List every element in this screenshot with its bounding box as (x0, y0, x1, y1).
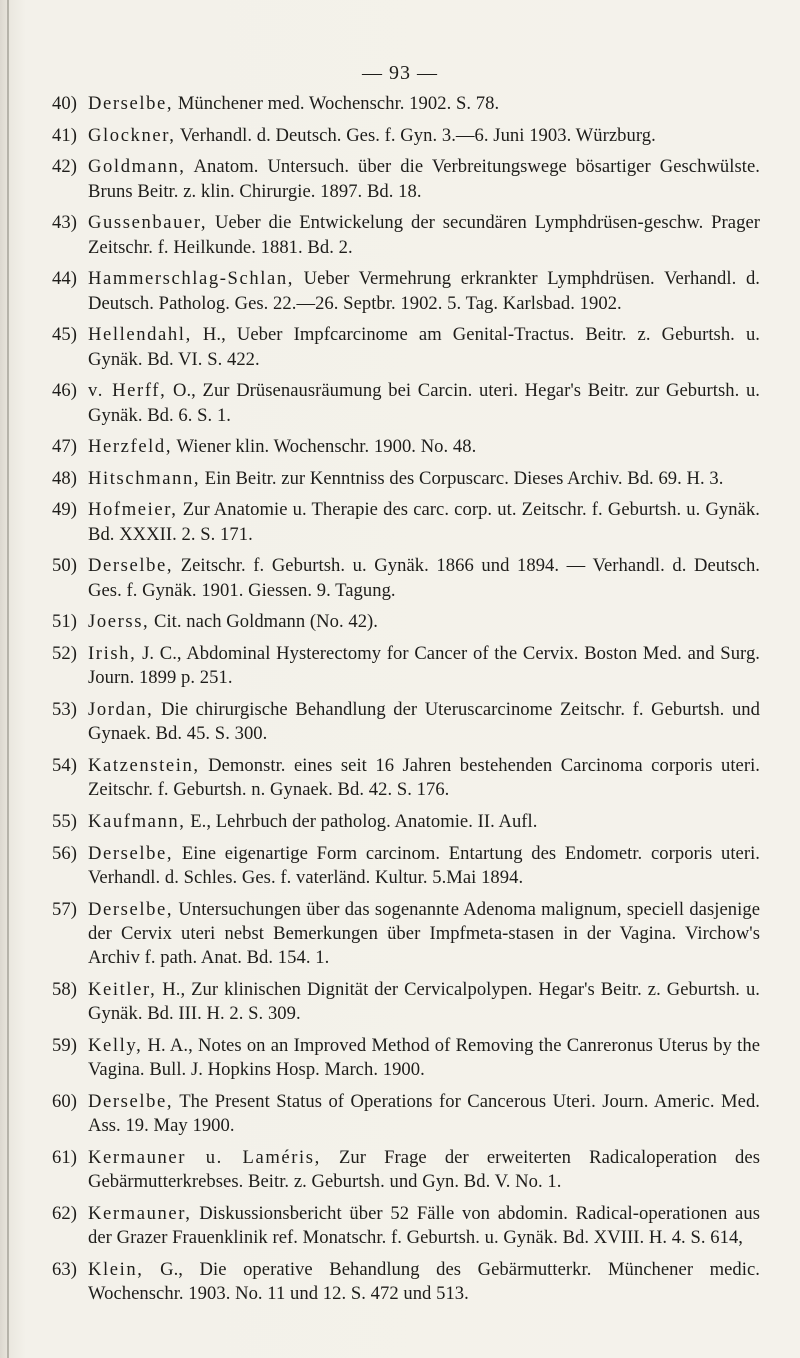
reference-entry (52, 379, 760, 428)
reference-citation: Ein Beitr. zur Kenntniss des Corpuscarc. Dieses Archiv. Bd. 69. H. 3. (200, 467, 724, 489)
reference-citation: Zur Anatomie u. Therapie des carc. corp. ut. Zeitschr. f. Geburtsh. u. Gynäk. Bd. XXXII. 2. S. 171. (88, 499, 760, 545)
reference-number: 55) (52, 810, 77, 832)
reference-citation: Wiener klin. Wochenschr. 1900. No. 48. (172, 436, 477, 458)
reference-number: 50) (52, 555, 77, 577)
reference-author: v. Herff, (88, 380, 167, 402)
reference-number: 44) (52, 268, 77, 290)
reference-number: 53) (52, 698, 77, 720)
reference-author: Kelly, (88, 1034, 143, 1056)
reference-author: Glockner, (88, 124, 176, 146)
reference-entry (52, 610, 760, 634)
reference-author: Derselbe, (88, 93, 174, 114)
reference-number: 54) (52, 754, 77, 776)
reference-entry (52, 435, 760, 459)
reference-citation: The Present Status of Operations for Cancerous Uteri. Journ. Americ. Med. Ass. 19. May 1900. (88, 1090, 760, 1137)
reference-number: 40) (52, 93, 77, 114)
reference-entry (52, 1090, 760, 1139)
reference-number: 63) (52, 1258, 77, 1280)
reference-citation: Cit. nach Goldmann (No. 42). (149, 611, 378, 633)
reference-entry (52, 810, 760, 834)
reference-author: Kaufmann, (88, 810, 186, 832)
reference-list (52, 92, 760, 1314)
reference-author: Hellendahl, (88, 324, 192, 346)
reference-entry (52, 211, 760, 260)
reference-author: Katzenstein, (88, 754, 200, 776)
reference-number: 51) (52, 611, 77, 633)
reference-citation: H., Ueber Impfcarcinome am Genital-Tractus. Beitr. z. Geburtsh. u. Gynäk. Bd. VI. S. 422. (88, 324, 760, 370)
reference-author: Klein, (88, 1258, 144, 1280)
reference-citation: Münchener med. Wochenschr. 1902. S. 78. (173, 93, 500, 114)
reference-number: 49) (52, 499, 77, 521)
reference-citation: J. C., Abdominal Hysterectomy for Cancer of the Cervix. Boston Med. and Surg. Journ. 1899 p. 251. (88, 642, 760, 689)
reference-citation: G., Die operative Behandlung des Gebärmutterkr. Münchener medic. Wochenschr. 1903. No. 11 und 12. S. 472 und 513. (88, 1258, 760, 1305)
reference-author: Derselbe, (88, 555, 174, 577)
reference-entry (52, 1258, 760, 1307)
reference-author: Hammerschlag-Schlan, (88, 268, 294, 290)
reference-author: Kermauner, (88, 1202, 192, 1224)
reference-citation: Zur Frage der erweiterten Radicaloperation des Gebärmutterkrebses. Beitr. z. Geburtsh. und Gyn. Bd. V. No. 1. (88, 1146, 760, 1193)
reference-entry (52, 842, 760, 891)
reference-citation: H., Zur klinischen Dignität der Cervicalpolypen. Hegar's Beitr. z. Geburtsh. u. Gynäk. Bd. III. H. 2. S. 309. (88, 978, 760, 1025)
reference-citation: Eine eigenartige Form carcinom. Entartung des Endometr. corporis uteri. Verhandl. d. Schles. Ges. f. vaterländ. Kultur. 5.Mai 1894. (88, 842, 760, 888)
reference-number: 61) (52, 1146, 77, 1168)
reference-entry (52, 754, 760, 803)
reference-number: 59) (52, 1034, 77, 1056)
reference-entry (52, 1202, 760, 1251)
reference-entry (52, 124, 760, 148)
reference-entry (52, 978, 760, 1027)
reference-number: 52) (52, 642, 77, 664)
reference-number: 41) (52, 124, 77, 146)
reference-author: Derselbe, (88, 898, 174, 920)
reference-author: Hitschmann, (88, 467, 201, 489)
reference-number: 57) (52, 898, 77, 920)
reference-entry (52, 642, 760, 691)
reference-author: Goldmann, (88, 156, 186, 178)
reference-citation: Anatom. Untersuch. über die Verbreitungswege bösartiger Geschwülste. Bruns Beitr. z. klin. Chirurgie. 1897. Bd. 18. (88, 156, 760, 202)
reference-author: Derselbe, (88, 1090, 174, 1112)
reference-citation: H. A., Notes on an Improved Method of Removing the Canreronus Uterus by the Vagina. Bull. J. Hopkins Hosp. March. 1900. (88, 1034, 760, 1081)
reference-citation: Verhandl. d. Deutsch. Ges. f. Gyn. 3.—6. Juni 1903. Würzburg. (175, 124, 656, 146)
reference-citation: Zeitschr. f. Geburtsh. u. Gynäk. 1866 und 1894. — Verhandl. d. Deutsch. Ges. f. Gynäk. 1901. Giessen. 9. Tagung. (88, 555, 760, 601)
reference-entry (52, 267, 760, 316)
reference-author: Herzfeld, (88, 436, 173, 458)
reference-number: 47) (52, 436, 77, 458)
reference-author: Jordan, (88, 698, 154, 720)
reference-citation: O., Zur Drüsenausräumung bei Carcin. uteri. Hegar's Beitr. zur Geburtsh. u. Gynäk. Bd. 6. S. 1. (88, 380, 760, 426)
reference-number: 60) (52, 1090, 77, 1112)
reference-number: 46) (52, 380, 77, 402)
reference-number: 58) (52, 978, 77, 1000)
reference-citation: Demonstr. eines seit 16 Jahren bestehenden Carcinoma corporis uteri. Zeitschr. f. Geburtsh. n. Gynaek. Bd. 42. S. 176. (88, 754, 760, 801)
reference-citation: E., Lehrbuch der patholog. Anatomie. II. Aufl. (185, 810, 538, 832)
reference-entry (52, 1146, 760, 1195)
binding-edge (7, 0, 9, 1358)
reference-entry (52, 1034, 760, 1083)
reference-author: Kermauner u. Laméris, (88, 1146, 321, 1168)
reference-number: 62) (52, 1202, 77, 1224)
reference-entry (52, 498, 760, 547)
reference-entry (52, 92, 760, 116)
reference-number: 43) (52, 212, 77, 234)
reference-entry (52, 323, 760, 372)
reference-number: 48) (52, 467, 77, 489)
reference-number: 45) (52, 324, 77, 346)
reference-citation: Diskussionsbericht über 52 Fälle von abdomin. Radical-operationen aus der Grazer Frauenklinik ref. Monatschr. f. Geburtsh. u. Gynäk. Bd. XVIII. H. 4. S. 614, (88, 1202, 760, 1249)
reference-entry (52, 467, 760, 491)
reference-citation: Die chirurgische Behandlung der Uteruscarcinome Zeitschr. f. Geburtsh. und Gynaek. Bd. 45. S. 300. (88, 698, 760, 745)
page-number: — 93 — (362, 62, 438, 84)
reference-author: Joerss, (88, 611, 150, 633)
reference-citation: Ueber die Entwickelung der secundären Lymphdrüsen-geschw. Prager Zeitschr. f. Heilkunde. 1881. Bd. 2. (88, 212, 760, 258)
reference-author: Hofmeier, (88, 499, 178, 521)
reference-entry (52, 898, 760, 971)
reference-author: Derselbe, (88, 842, 174, 864)
reference-citation: Ueber Vermehrung erkrankter Lymphdrüsen. Verhandl. d. Deutsch. Patholog. Ges. 22.—26. Septbr. 1902. 5. Tag. Karlsbad. 1902. (88, 268, 760, 314)
reference-entry (52, 698, 760, 747)
reference-entry (52, 155, 760, 204)
reference-number: 56) (52, 842, 77, 864)
reference-author: Irish, (88, 642, 137, 664)
reference-author: Keitler, (88, 978, 157, 1000)
reference-entry (52, 554, 760, 603)
reference-number: 42) (52, 156, 77, 178)
reference-citation: Untersuchungen über das sogenannte Adenoma malignum, speciell dasjenige der Cervix uteri nebst Bemerkungen über Impfmeta-stasen in der Vagina. Virchow's Archiv f. path. Anat. Bd. 154. 1. (88, 898, 760, 969)
reference-author: Gussenbauer, (88, 212, 208, 234)
